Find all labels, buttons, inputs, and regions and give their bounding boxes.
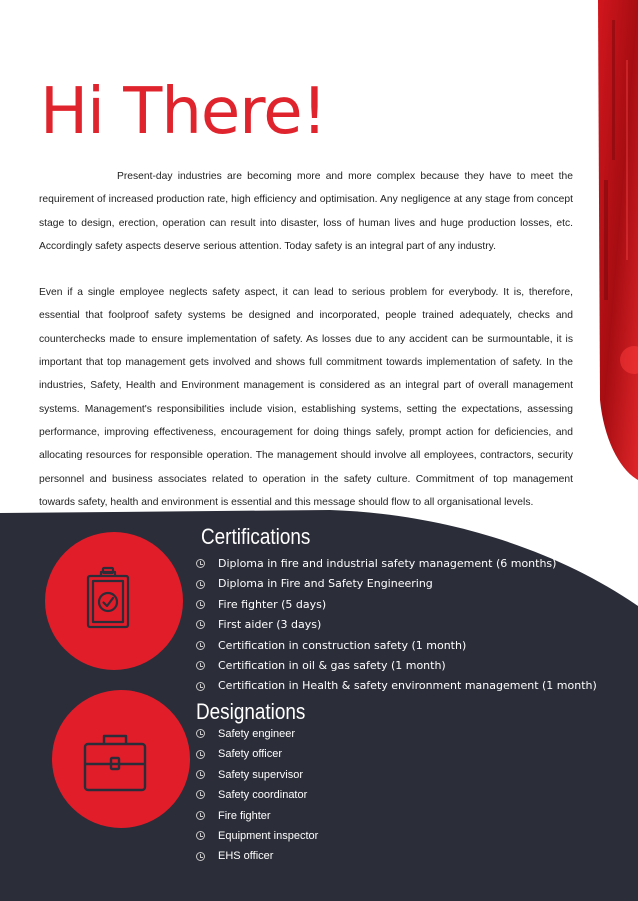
clock-bullet-icon: [196, 729, 205, 738]
list-item: [196, 574, 597, 594]
list-item: [196, 765, 318, 785]
list-item-label: Safety officer: [218, 748, 282, 761]
clock-bullet-icon: [196, 559, 205, 568]
list-item: [196, 595, 597, 615]
designations-heading: Designations: [196, 699, 306, 724]
list-item: [196, 806, 318, 826]
list-item-label: Equipment inspector: [218, 829, 319, 842]
list-item: [196, 554, 597, 574]
list-item-label: First aider (3 days): [218, 618, 322, 632]
list-item-label: Fire fighter: [218, 809, 271, 822]
list-item-label: Safety engineer: [218, 728, 296, 740]
certifications-badge: [45, 532, 183, 670]
clock-bullet-icon: [196, 750, 205, 759]
clock-bullet-icon: [196, 770, 205, 779]
list-item: [196, 636, 597, 656]
clock-bullet-icon: [196, 600, 205, 609]
clock-bullet-icon: [196, 620, 205, 629]
list-item-label: Safety coordinator: [218, 789, 308, 802]
intro-paragraph-2: Even if a single employee neglects safety aspect, it can lead to serious problem for everybody. It is, therefore, essential that foolproof safety systems be designed and incorporated, people trained adequately, checks and counterchecks made to ensure implementation of safety. As losses due to any accident can be surmountable, it is important that top management gets involved and shows full commitment towards implementation of safety. In the industries, Safety, Health and Environment management is considered as an integral part of overall management systems. Management's responsibilities include vision, establishing systems, setting the expectations, assessing performance, improving effectiveness, encouragement for doing things safely, prompt action for deficiencies, and allocating resources for responsible operation. The management should involve all employees, contractors, security personnel and business associates related to operation in the safety culture. Commitment of top management towards safety, health and environment is essential and this message should flow to all organisational levels.: [39, 287, 573, 508]
clipboard-check-icon: [45, 532, 183, 670]
list-item-label: Certification in Health & safety environment management (1 month): [218, 679, 597, 693]
certifications-heading: Certifications: [201, 524, 311, 549]
list-item-label: Safety supervisor: [218, 768, 303, 781]
list-item: [196, 724, 318, 744]
clock-bullet-icon: [196, 790, 205, 799]
decorative-side-image: [598, 0, 638, 480]
clock-bullet-icon: [196, 811, 205, 820]
briefcase-icon: [52, 690, 190, 828]
clock-bullet-icon: [196, 852, 205, 861]
list-item: [196, 676, 597, 696]
list-item: [196, 656, 597, 676]
list-item: [196, 744, 318, 764]
list-item: [196, 846, 318, 866]
page-title: Hi There!: [40, 75, 327, 149]
clock-bullet-icon: [196, 641, 205, 650]
list-item-label: Diploma in Fire and Safety Engineering: [218, 577, 433, 591]
certifications-list: [196, 554, 597, 697]
intro-text: [39, 165, 573, 514]
designations-list: [196, 724, 318, 867]
designations-badge: [52, 690, 190, 828]
list-item: [196, 615, 597, 635]
intro-paragraph-1: Present-day industries are becoming more and more complex because they have to meet the requirement of increased production rate, high efficiency and optimisation. Any negligence at any stage from concept stage to design, erection, operation can result into disaster, loss of human lives and huge production losses, etc. Accordingly safety aspects deserve serious attention. Today safety is an integral part of any industry.: [39, 171, 573, 252]
clock-bullet-icon: [196, 831, 205, 840]
list-item-label: Certification in oil & gas safety (1 month): [218, 658, 446, 672]
clock-bullet-icon: [196, 682, 205, 691]
list-item-label: Certification in construction safety (1 month): [218, 638, 467, 652]
clock-bullet-icon: [196, 661, 205, 670]
clock-bullet-icon: [196, 580, 205, 589]
list-item: [196, 826, 318, 846]
list-item-label: Fire fighter (5 days): [218, 597, 327, 611]
list-item-label: Diploma in fire and industrial safety management (6 months): [218, 557, 557, 570]
list-item: [196, 785, 318, 805]
list-item-label: EHS officer: [218, 850, 274, 863]
